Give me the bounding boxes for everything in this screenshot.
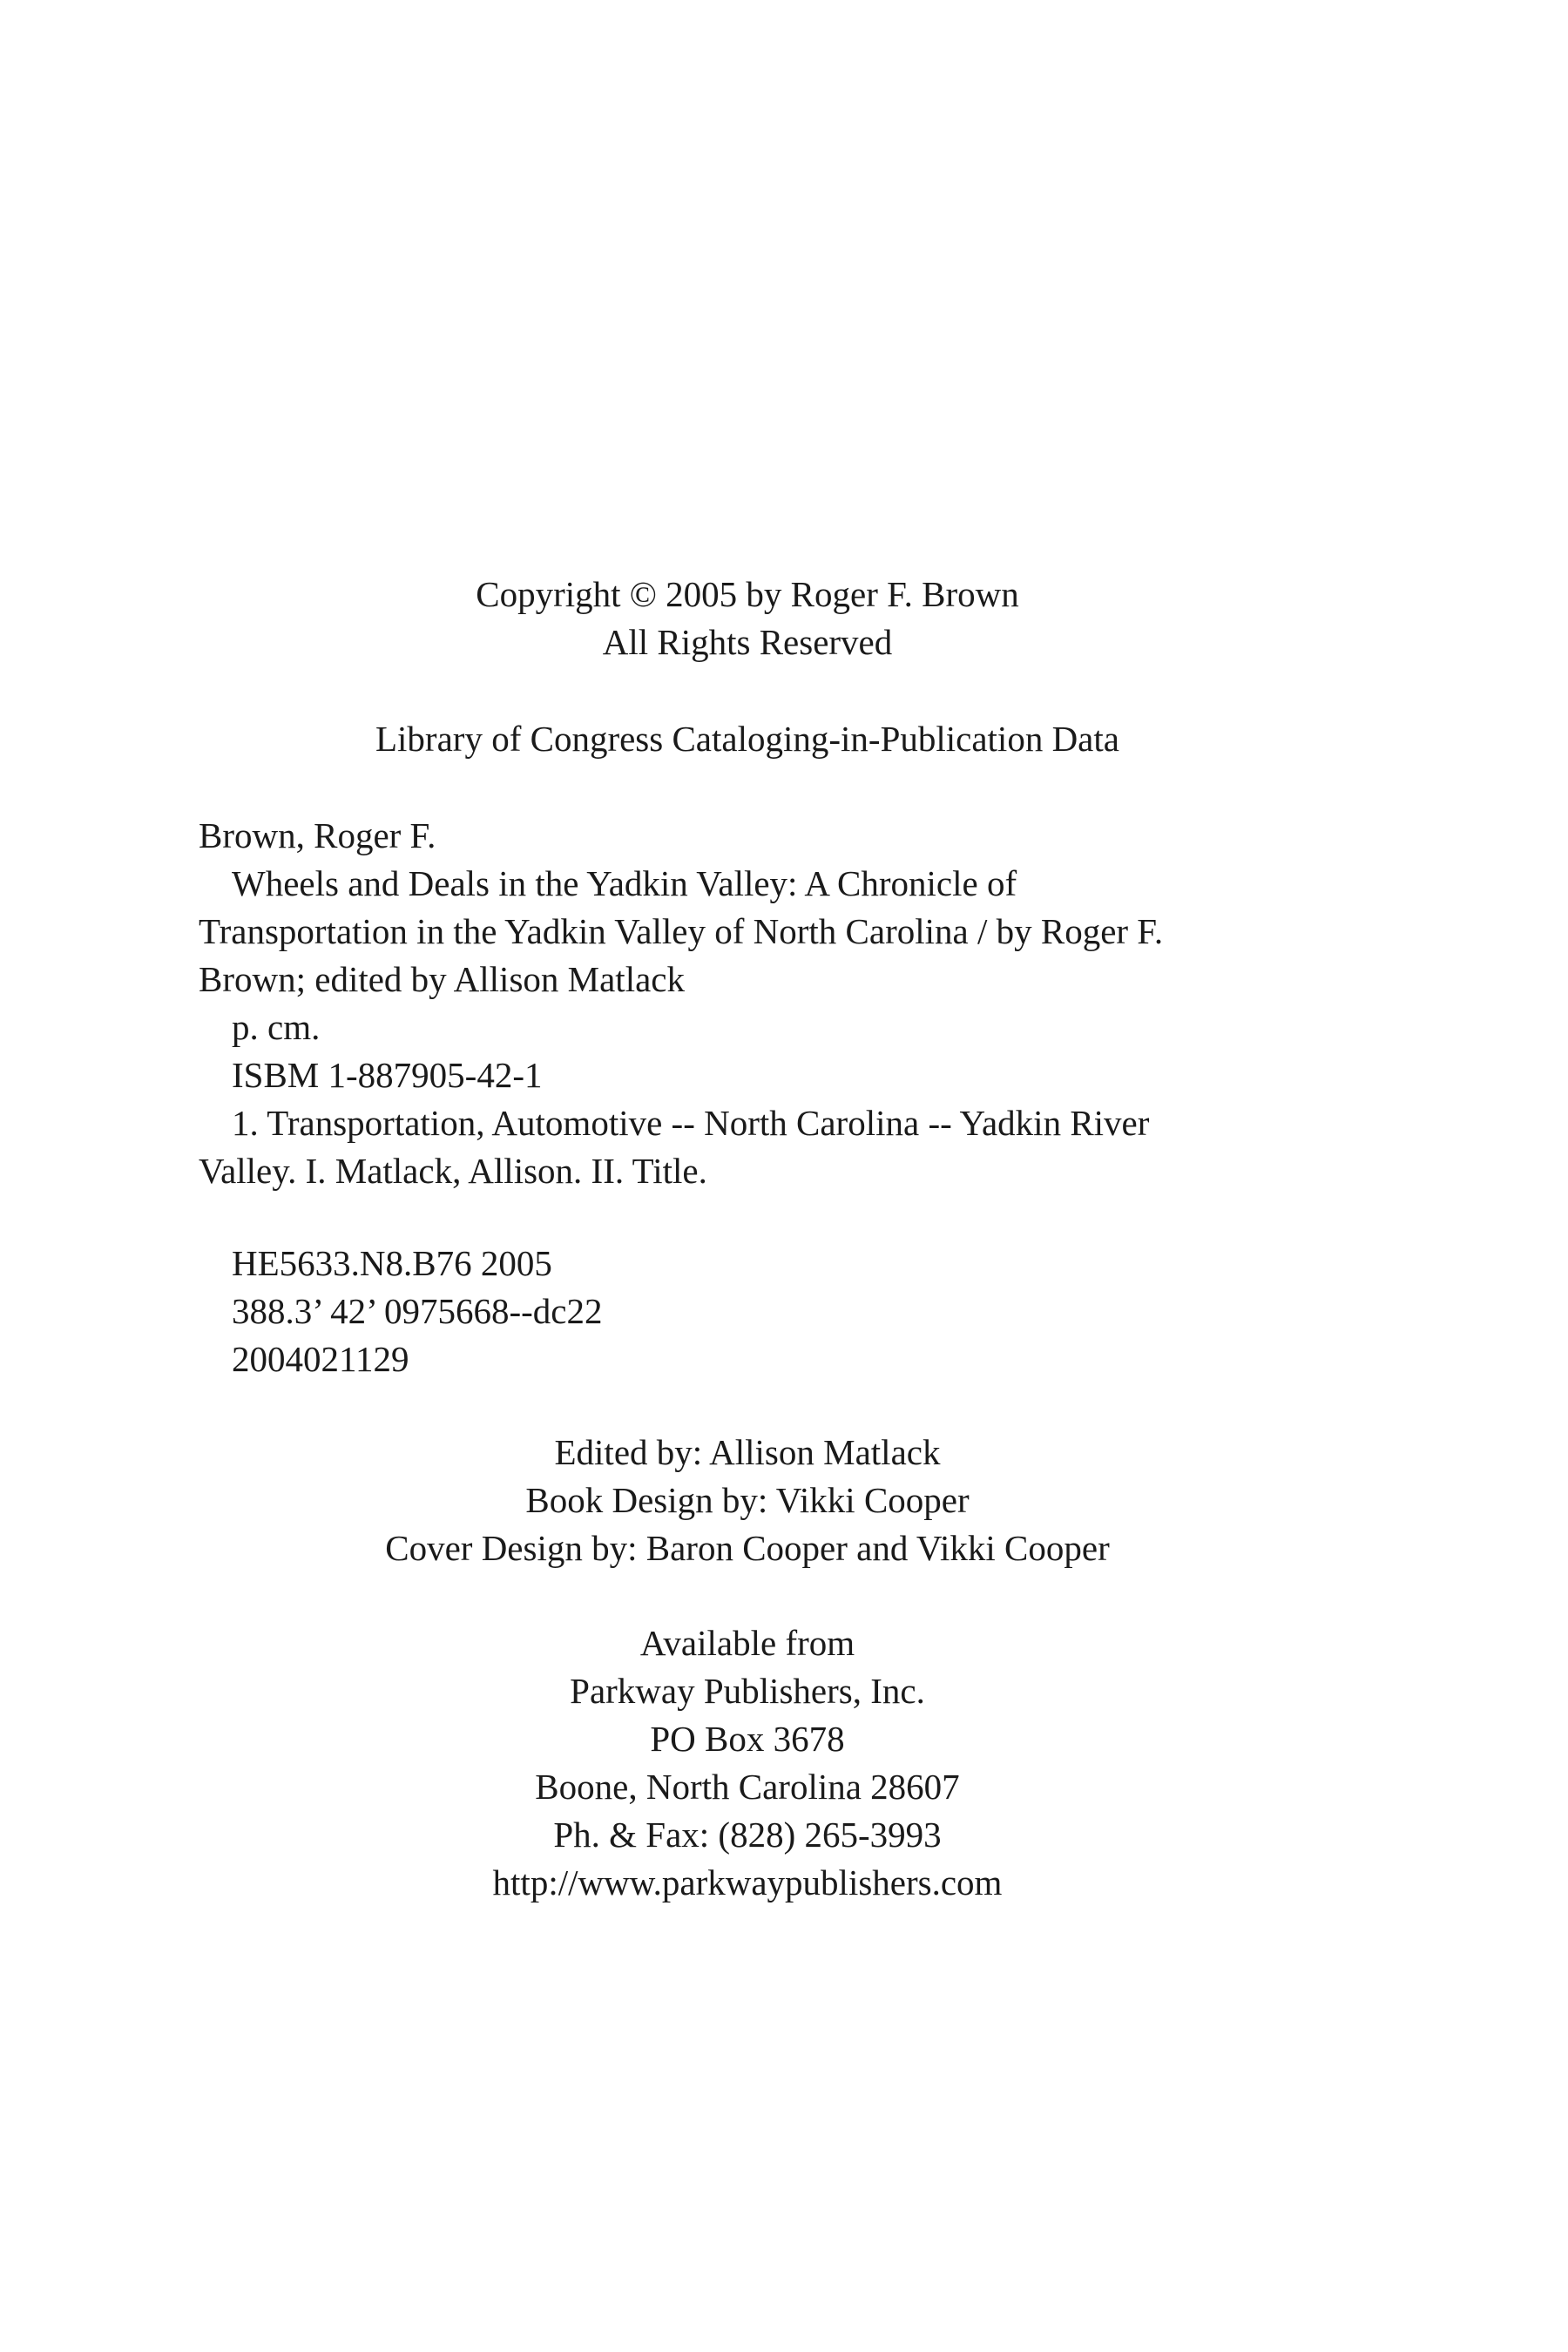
cip-pages: p. cm. [232, 1007, 321, 1047]
dewey-number: 388.3’ 42’ 0975668--dc22 [232, 1291, 603, 1331]
publisher-city: Boone, North Carolina 28607 [535, 1767, 960, 1807]
cip-heading [0, 715, 1495, 763]
availability-line: Available from [639, 1623, 855, 1663]
publisher-po-box: PO Box 3678 [650, 1719, 845, 1759]
credit-line: Cover Design by: Baron Cooper and Vikki Cooper [385, 1528, 1110, 1568]
call-numbers [232, 1240, 602, 1383]
copyright-line: Copyright © 2005 by Roger F. Brown [476, 574, 1019, 614]
cip-isbn: ISBM 1-887905-42-1 [232, 1055, 543, 1095]
cip-title-line: Wheels and Deals in the Yadkin Valley: A Chronicle of [232, 863, 1017, 903]
credit-line: Edited by: Allison Matlack [554, 1432, 941, 1472]
credit-line: Book Design by: Vikki Cooper [525, 1480, 970, 1520]
credits [0, 1429, 1495, 1572]
publisher-info [0, 1619, 1495, 1907]
rights-line: All Rights Reserved [602, 622, 893, 662]
publisher-phone: Ph. & Fax: (828) 265-3993 [553, 1815, 942, 1855]
lccn: 2004021129 [232, 1339, 409, 1379]
cip-heading-text: Library of Congress Cataloging-in-Publication Data [375, 719, 1119, 759]
lc-call-number: HE5633.N8.B76 2005 [232, 1243, 552, 1283]
cip-title-line: Brown; edited by Allison Matlack [199, 959, 685, 999]
cip-subject-line: Valley. I. Matlack, Allison. II. Title. [199, 1151, 707, 1191]
cip-title-line: Transportation in the Yadkin Valley of North Carolina / by Roger F. [199, 911, 1164, 951]
publisher-url[interactable]: http://www.parkwaypublishers.com [492, 1862, 1003, 1903]
cip-entry [199, 812, 1331, 1195]
copyright-notice [0, 571, 1495, 666]
publisher-name: Parkway Publishers, Inc. [570, 1671, 925, 1711]
cip-author: Brown, Roger F. [199, 815, 436, 855]
cip-subject-line: 1. Transportation, Automotive -- North Carolina -- Yadkin River [232, 1103, 1150, 1143]
